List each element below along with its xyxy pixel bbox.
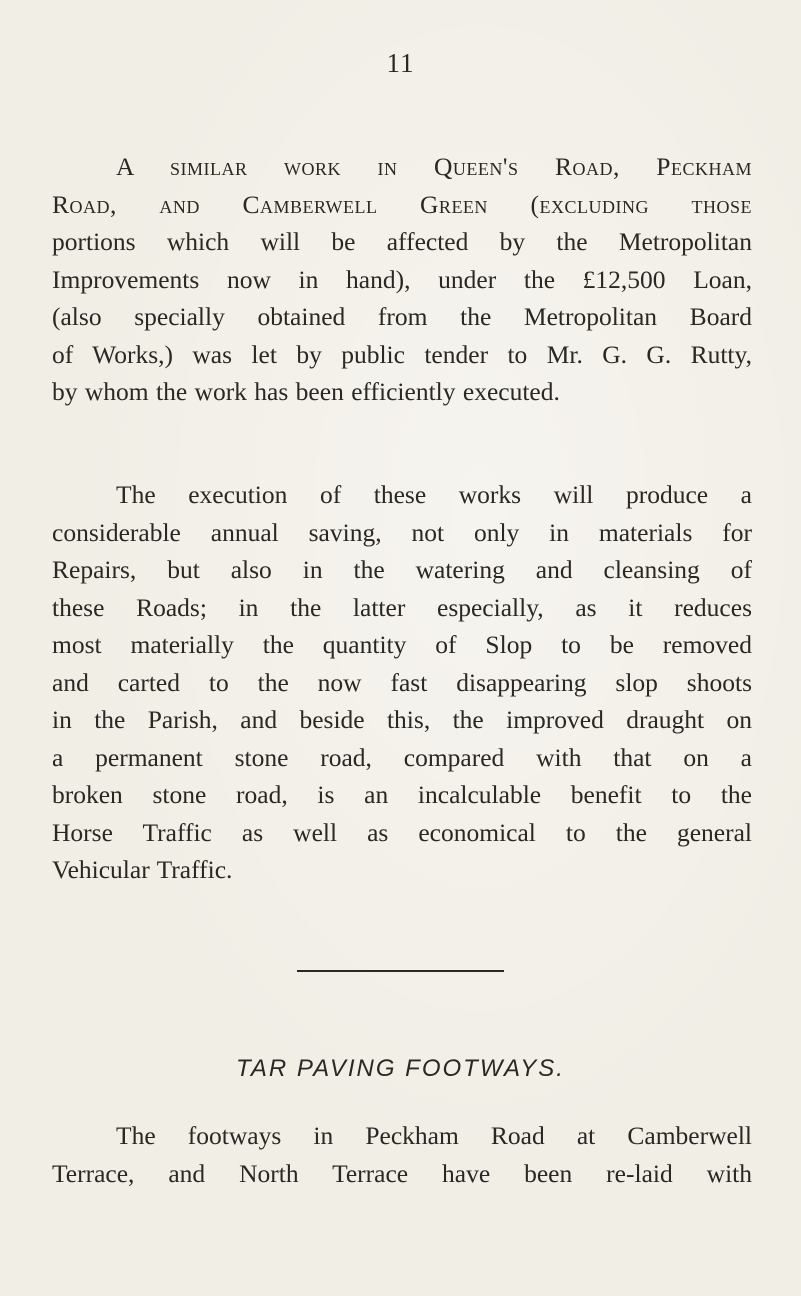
paragraph-line: a permanent stone road, compared with that on a [52, 742, 752, 772]
paragraph-line: The execution of these works will produce a [116, 480, 752, 509]
paragraph-line: The footways in Peckham Road at Camberwell [116, 1121, 752, 1150]
paragraph-line: broken stone road, is an incalculable benefit to the [52, 780, 752, 809]
paragraph-line: Improvements now in hand), under the £12,500 Loan, [52, 264, 752, 294]
paragraph-line: Repairs, but also in the watering and cleansing of [52, 555, 752, 584]
paragraph-line: most materially the quantity of Slop to be removed [52, 630, 752, 659]
paragraph-line: Road, and Camberwell Green (excluding those [52, 189, 752, 219]
paragraph-line: in the Parish, and beside this, the improved draught on [52, 705, 752, 734]
paragraph-line: Horse Traffic as well as economical to the general [52, 817, 752, 847]
paragraph-line: A similar work in Queen's Road, Peckham [116, 152, 752, 181]
paragraph-line: Terrace, and North Terrace have been re-laid with [52, 1158, 752, 1188]
paragraph-line: these Roads; in the latter especially, as it reduces [52, 592, 752, 622]
page-number: 11 [386, 48, 415, 78]
paragraph-similar-work [52, 148, 752, 411]
paragraph-line: Vehicular Traffic. [52, 855, 233, 884]
paragraph-line: of Works,) was let by public tender to Mr. G. G. Rutty, [52, 339, 752, 369]
paragraph-footways [52, 1117, 752, 1192]
paragraph-line: portions which will be affected by the Metropolitan [52, 227, 752, 256]
section-divider [297, 970, 504, 972]
paragraph-line: (also specially obtained from the Metropolitan Board [52, 302, 752, 331]
paragraph-execution [52, 476, 752, 889]
paragraph-line: considerable annual saving, not only in materials for [52, 517, 752, 547]
paragraph-line: by whom the work has been efficiently executed. [52, 377, 560, 406]
section-heading: TAR PAVING FOOTWAYS. [236, 1055, 565, 1082]
paragraph-line: and carted to the now fast disappearing slop shoots [52, 667, 752, 697]
